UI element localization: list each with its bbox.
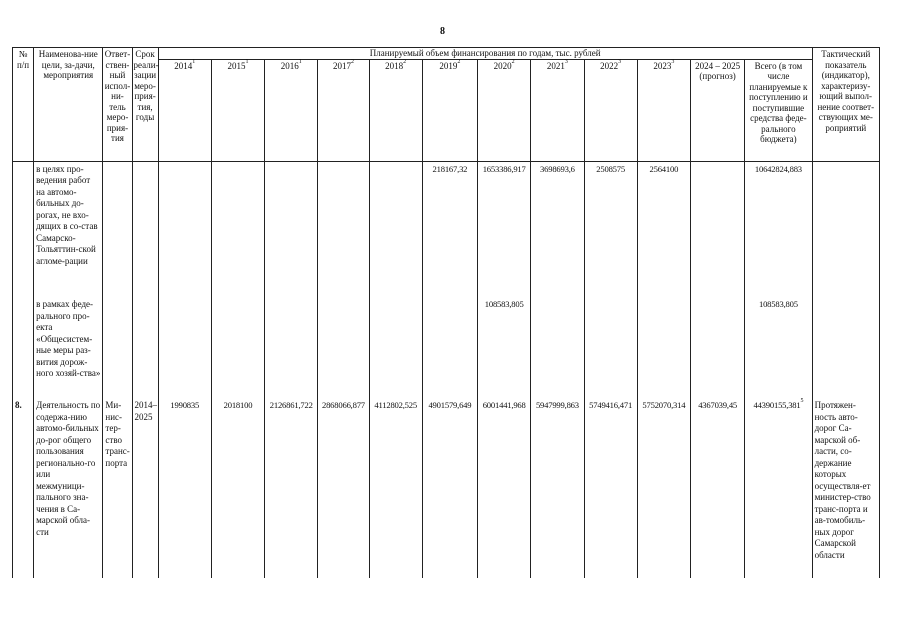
cell-value [318,161,369,297]
cell-value [369,161,422,297]
cell-term [132,297,158,398]
cell-value [211,161,264,297]
header-forecast: 2024 – 2025 (прогноз) [690,59,744,161]
cell-value: 5752070,314 [637,398,690,578]
cell-name: в рамках феде-рального про-екта «Общесистем-ные меры раз-вития дорож-ного хозяй-ства» [34,297,103,398]
cell-forecast: 4367039,45 [690,398,744,578]
header-financing-group: Планируемый объем финансирования по годам, тыс. рублей [158,48,812,60]
header-no: № п/п [13,48,34,162]
table-row [13,297,880,398]
header-year-2015: 2015$^1$ [211,59,264,161]
cell-value: 2126861,722 [265,398,318,578]
cell-term: 2014– 2025 [132,398,158,578]
header-indicator: Тактический показатель (индикатор), характеризу-ющий выпол-нение соответ-ствующих ме-роприятий [812,48,879,162]
cell-value: 108583,805 [478,297,531,398]
header-year-2021: 2021$^3$ [531,59,584,161]
cell-value: 1990835 [158,398,211,578]
cell-value [422,297,477,398]
cell-responsible [103,161,132,297]
header-total: Всего (в том числе планируемые к поступлению и поступившие средства феде-рального бюджета) [745,59,812,161]
cell-value: 6001441,968 [478,398,531,578]
cell-value: 2564100 [637,161,690,297]
header-year-2016: 2016$^1$ [265,59,318,161]
header-term: Срок реали-зации меро-прия-тия, годы [132,48,158,162]
cell-term [132,161,158,297]
cell-value [584,297,637,398]
cell-value [369,297,422,398]
header-year-2019: 2019$^2$ [422,59,477,161]
cell-value [637,297,690,398]
cell-forecast [690,297,744,398]
header-responsible: Ответ-ствен-ный испол-ни-тель меро-прия-тия [103,48,132,162]
header-year-2022: 2022$^3$ [584,59,637,161]
cell-total: 108583,805 [745,297,812,398]
cell-value: 2508575 [584,161,637,297]
table-row [13,398,880,578]
cell-no [13,297,34,398]
cell-value [265,297,318,398]
cell-value [158,161,211,297]
cell-name: в целях про-ведения работ на автомо-бильных до-рогах, не вхо-дящих в со-став Самарско-Тольяттин-ской агломе-рации [34,161,103,297]
cell-name: Деятельность по содержа-нию автомо-бильных до-рог общего пользования регионально-го или межмуници-пального зна-чения в Са-марской обла-сти [34,398,103,578]
cell-value: 5749416,471 [584,398,637,578]
cell-indicator: Протяжен-ность авто-дорог Са-марской об-ласти, со-держание которых осуществля-ет министер-ство транс-порта и ав-томобиль-ных дорог Самарской области [812,398,879,578]
cell-indicator [812,161,879,297]
header-name: Наименова-ние цели, за-дачи, мероприятия [34,48,103,162]
header-row-1 [13,48,880,60]
header-year-2014: 2014$^1$ [158,59,211,161]
cell-value: 218167,32 [422,161,477,297]
cell-value [531,297,584,398]
cell-no [13,161,34,297]
page-number: 8 [440,26,445,37]
cell-value [318,297,369,398]
cell-value: 5947999,863 [531,398,584,578]
cell-value [158,297,211,398]
cell-value: 4112802,525 [369,398,422,578]
table-row [13,161,880,297]
cell-indicator [812,297,879,398]
cell-value: 3698693,6 [531,161,584,297]
cell-value [211,297,264,398]
cell-total: 10642824,883 [745,161,812,297]
cell-forecast [690,161,744,297]
cell-value: 4901579,649 [422,398,477,578]
header-year-2023: 2023$^3$ [637,59,690,161]
header-year-2020: 2020$^2$ [478,59,531,161]
cell-responsible [103,297,132,398]
cell-responsible: Ми-нис-тер-ство транс-порта [103,398,132,578]
financing-table [12,47,880,578]
cell-value: 1653386,917 [478,161,531,297]
cell-value: 2868066,877 [318,398,369,578]
cell-value [265,161,318,297]
cell-no: 8. [13,398,34,578]
header-year-2017: 2017$^2$ [318,59,369,161]
cell-value: 2018100 [211,398,264,578]
cell-total: 44390155,381$^5$ [745,398,812,578]
header-year-2018: 2018$^2$ [369,59,422,161]
